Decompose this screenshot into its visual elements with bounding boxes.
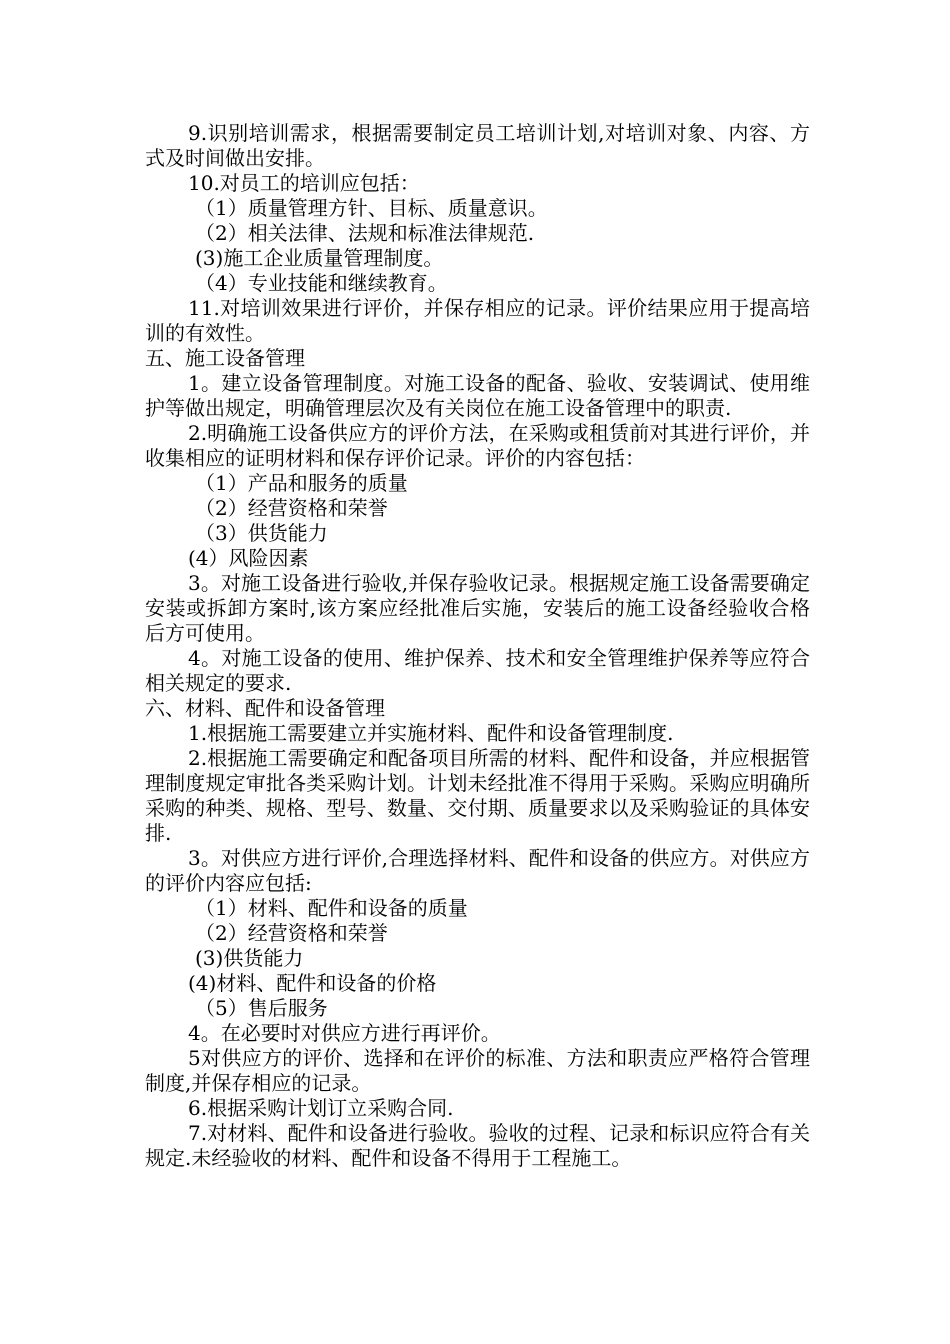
- list-item: （3）供货能力: [195, 521, 328, 545]
- list-item: （2）相关法律、法规和标准法律规范.: [195, 221, 535, 245]
- list-item: (4）风险因素: [188, 546, 309, 570]
- paragraph-materials-5: 5对供应方的评价、选择和在评价的标准、方法和职责应严格符合管理制度,并保存相应的记录。: [145, 1046, 810, 1095]
- list-item: （4）专业技能和继续教育。: [195, 271, 448, 295]
- list-item: （1）质量管理方针、目标、质量意识。: [195, 196, 548, 220]
- paragraph-equipment-4: 4。对施工设备的使用、维护保养、技术和安全管理维护保养等应符合相关规定的要求.: [145, 646, 810, 695]
- paragraph-training-needs: 9.识别培训需求，根据需要制定员工培训计划,对培训对象、内容、方式及时间做出安排。: [145, 121, 810, 170]
- list-item: (4)材料、配件和设备的价格: [188, 971, 437, 995]
- paragraph-materials-1: 1.根据施工需要建立并实施材料、配件和设备管理制度.: [188, 721, 674, 745]
- paragraph-materials-2: 2.根据施工需要确定和配备项目所需的材料、配件和设备，并应根据管理制度规定审批各类采购计划。计划未经批准不得用于采购。采购应明确所采购的种类、规格、型号、数量、交付期、质量要求以及采购验证的具体安排.: [145, 746, 810, 845]
- paragraph-equipment-3: 3。对施工设备进行验收,并保存验收记录。根据规定施工设备需要确定安装或拆卸方案时,该方案应经批准后实施，安装后的施工设备经验收合格后方可使用。: [145, 571, 810, 645]
- paragraph-training-evaluation: 11.对培训效果进行评价，并保存相应的记录。评价结果应用于提高培训的有效性。: [145, 296, 810, 345]
- list-item: （1）材料、配件和设备的质量: [195, 896, 468, 920]
- list-item: (3)供货能力: [195, 946, 304, 970]
- list-item: （1）产品和服务的质量: [195, 471, 408, 495]
- paragraph-training-content: 10.对员工的培训应包括：: [188, 171, 420, 195]
- paragraph-materials-3: 3。对供应方进行评价,合理选择材料、配件和设备的供应方。对供应方的评价内容应包括:: [145, 846, 810, 895]
- list-item: (3)施工企业质量管理制度。: [195, 246, 444, 270]
- document-body: [145, 121, 810, 1171]
- paragraph-equipment-1: 1。建立设备管理制度。对施工设备的配备、验收、安装调试、使用维护等做出规定，明确管理层次及有关岗位在施工设备管理中的职责.: [145, 371, 810, 420]
- list-item: （2）经营资格和荣誉: [195, 921, 388, 945]
- list-item: （2）经营资格和荣誉: [195, 496, 388, 520]
- paragraph-materials-4: 4。在必要时对供应方进行再评价。: [188, 1021, 501, 1045]
- paragraph-materials-6: 6.根据采购计划订立采购合同.: [188, 1096, 454, 1120]
- list-item: （5）售后服务: [195, 996, 328, 1020]
- paragraph-materials-7: 7.对材料、配件和设备进行验收。验收的过程、记录和标识应符合有关规定.未经验收的材料、配件和设备不得用于工程施工。: [145, 1121, 810, 1170]
- section-heading-equipment: 五、施工设备管理: [145, 346, 305, 370]
- section-heading-materials: 六、材料、配件和设备管理: [145, 696, 385, 720]
- paragraph-equipment-2: 2.明确施工设备供应方的评价方法，在采购或租赁前对其进行评价，并收集相应的证明材料和保存评价记录。评价的内容包括：: [145, 421, 810, 470]
